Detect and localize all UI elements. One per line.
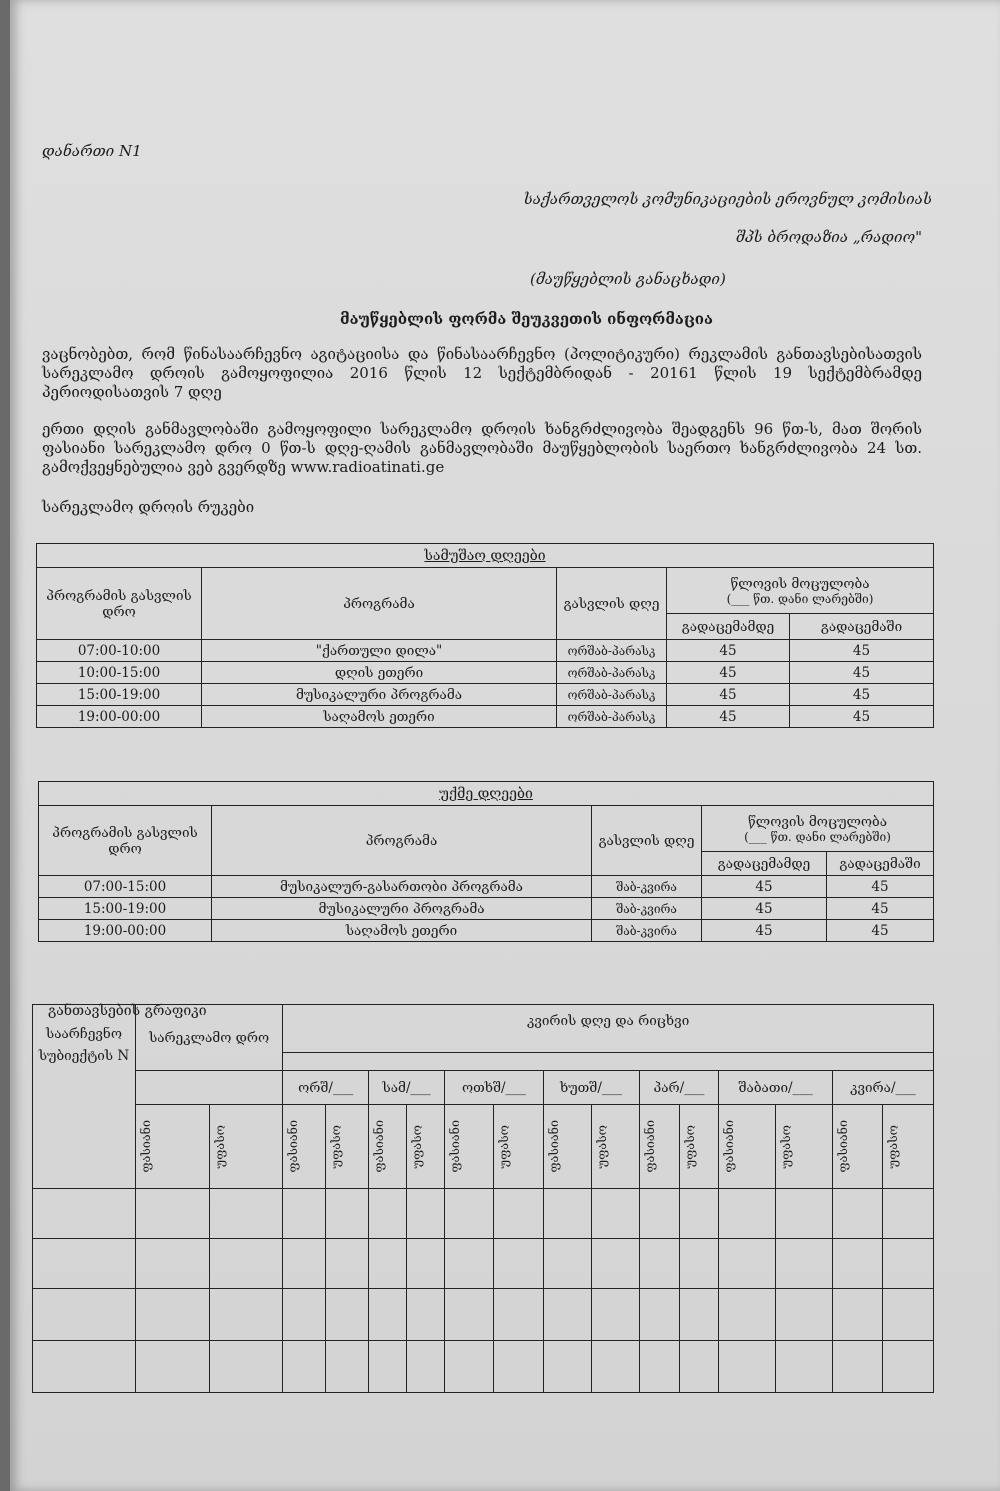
addressee-line-1: საქართველოს კომუნიკაციების ეროვნულ კომისიას: [523, 190, 932, 208]
day-header: შაბათი/___: [719, 1071, 832, 1105]
weekend-caption: უქმე დღეები: [39, 782, 934, 806]
day-cell: ორშაბ-პარასკ: [557, 662, 667, 684]
program-cell: დღის ეთერი: [202, 662, 557, 684]
before-cell: 45: [702, 876, 827, 898]
day-header: პარ/___: [639, 1071, 719, 1105]
table-row: [39, 876, 934, 898]
sub-free: უფასო: [883, 1105, 934, 1189]
col-airtime-header: პროგრამის გასვლის დრო: [39, 806, 212, 876]
subheader-row: [33, 1105, 934, 1189]
before-cell: 45: [667, 706, 790, 728]
table-row: [37, 662, 934, 684]
col-day-header: გასვლის დღე: [557, 568, 667, 640]
sub-free: უფასო: [494, 1105, 543, 1189]
col-program-header: პროგრამა: [212, 806, 592, 876]
day-cell: შაბ-კვირა: [592, 876, 702, 898]
before-cell: 45: [702, 920, 827, 942]
day-header: კვირა/___: [832, 1071, 933, 1105]
col-program-header: პროგრამა: [202, 568, 557, 640]
program-cell: საღამოს ეთერი: [202, 706, 557, 728]
duration-label: წლოვის მოცულობა: [747, 813, 888, 830]
document-page: [10, 0, 1000, 1491]
time-cell: 15:00-19:00: [39, 898, 212, 920]
map-label: სარეკლამო დროის რუკები: [42, 498, 255, 516]
after-cell: 45: [790, 662, 934, 684]
time-cell: 07:00-15:00: [39, 876, 212, 898]
table-row: [37, 684, 934, 706]
time-cell: 19:00-00:00: [39, 920, 212, 942]
table-row: [37, 706, 934, 728]
time-cell: 15:00-19:00: [37, 684, 202, 706]
before-cell: 45: [667, 684, 790, 706]
before-cell: 45: [667, 640, 790, 662]
placement-schedule-table: [32, 1004, 934, 1393]
col-day-header: გასვლის დღე: [592, 806, 702, 876]
after-cell: 45: [827, 920, 934, 942]
table-row: [33, 1239, 934, 1289]
col-before-header: გადაცემამდე: [702, 852, 827, 876]
sub-paid: ფასიანი: [543, 1105, 591, 1189]
after-cell: 45: [827, 898, 934, 920]
day-header: ორშ/___: [283, 1071, 369, 1105]
sub-paid: ფასიანი: [369, 1105, 407, 1189]
sub-paid: ფასიანი: [719, 1105, 776, 1189]
applicant-note: (მაუწყებლის განაცხადი): [530, 270, 726, 288]
before-cell: 45: [667, 662, 790, 684]
paragraph-2: ერთი დღის განმავლობაში გამოყოფილი სარეკლამო დროის ხანგრძლივობა შეადგენს 96 წთ-ს, მათ შორის ფასიანი სარეკლამო დრო 0 წთ-ს დღე-ღამის განმავლობაში მაუწყებლობის საერთო ხანგრძლივობა 24 სთ. გამოქვეყნებულია ვებ გვერდზე www.radioatinati.ge: [42, 420, 922, 476]
placement-schedule-caption: განთავსების გრაფიკი: [48, 1003, 207, 1019]
weekend-schedule-table: [38, 781, 934, 942]
time-cell: 07:00-10:00: [37, 640, 202, 662]
after-cell: 45: [790, 706, 934, 728]
duration-sublabel: (___ წთ. დანი ლარებში): [744, 829, 891, 844]
day-cell: ორშაბ-პარასკ: [557, 684, 667, 706]
time-cell: 10:00-15:00: [37, 662, 202, 684]
sub-free: უფასო: [679, 1105, 719, 1189]
addressee-line-2: შპს ბროდაზია „რადიო": [735, 228, 922, 246]
day-cell: ორშაბ-პარასკ: [557, 640, 667, 662]
table-row: [33, 1289, 934, 1341]
sub-free: უფასო: [326, 1105, 369, 1189]
day-cell: შაბ-კვირა: [592, 920, 702, 942]
weekday-schedule-table: [36, 543, 934, 728]
sub-paid: ფასიანი: [283, 1105, 326, 1189]
airtime-spacer: [136, 1071, 283, 1105]
sub-free: უფასო: [407, 1105, 445, 1189]
table-row: [33, 1189, 934, 1239]
sub-free: უფასო: [209, 1105, 283, 1189]
after-cell: 45: [827, 876, 934, 898]
program-cell: მუსიკალური პროგრამა: [212, 898, 592, 920]
program-cell: მუსიკალურ-გასართობი პროგრამა: [212, 876, 592, 898]
program-cell: მუსიკალური პროგრამა: [202, 684, 557, 706]
sub-paid: ფასიანი: [445, 1105, 494, 1189]
days-spacer: [283, 1053, 934, 1071]
col-airtime-header: სარეკლამო დრო: [136, 1005, 283, 1071]
time-cell: 19:00-00:00: [37, 706, 202, 728]
weekday-caption: სამუშაო დღეები: [37, 544, 934, 568]
sub-paid: ფასიანი: [832, 1105, 883, 1189]
day-cell: ორშაბ-პარასკ: [557, 706, 667, 728]
table-row: [33, 1341, 934, 1393]
day-header: სამ/___: [369, 1071, 445, 1105]
sub-free: უფასო: [776, 1105, 833, 1189]
day-header: ოთხშ/___: [445, 1071, 543, 1105]
paragraph-1: ვაცნობებთ, რომ წინასაარჩევნო აგიტაციისა და წინასაარჩევნო (პოლიტიკური) რეკლამის განთავსებისათვის სარეკლამო დროის გამოყოფილია 2016 წლის 12 სექტემბრიდან - 20161 წლის 19 სექტემბრამდე პერიოდისათვის 7 დღე: [42, 345, 922, 401]
duration-label: წლოვის მოცულობა: [730, 575, 870, 592]
after-cell: 45: [790, 640, 934, 662]
duration-sublabel: (___ წთ. დანი ლარებში): [726, 591, 874, 606]
table-row: [39, 898, 934, 920]
day-cell: შაბ-კვირა: [592, 898, 702, 920]
table-row: [39, 920, 934, 942]
col-after-header: გადაცემაში: [790, 614, 934, 640]
annex-label: დანართი N1: [42, 142, 142, 160]
before-cell: 45: [702, 898, 827, 920]
col-airtime-header: პროგრამის გასვლის დრო: [37, 568, 202, 640]
after-cell: 45: [790, 684, 934, 706]
empty-grid-body: [33, 1189, 934, 1393]
table-row: [37, 640, 934, 662]
col-days-header: კვირის დღე და რიცხვი: [283, 1005, 934, 1053]
form-title: მაუწყებლის ფორმა შეუკვეთის ინფორმაცია: [340, 310, 713, 328]
program-cell: "ქართული დილა": [202, 640, 557, 662]
col-subject-header: საარჩევნო სუბიექტის N: [33, 1005, 136, 1189]
program-cell: საღამოს ეთერი: [212, 920, 592, 942]
sub-free: უფასო: [591, 1105, 639, 1189]
col-duration-header: [702, 806, 934, 852]
col-before-header: გადაცემამდე: [667, 614, 790, 640]
col-after-header: გადაცემაში: [827, 852, 934, 876]
sub-paid: ფასიანი: [136, 1105, 210, 1189]
col-duration-header: [667, 568, 934, 614]
day-header: ხუთშ/___: [543, 1071, 639, 1105]
sub-paid: ფასიანი: [639, 1105, 679, 1189]
